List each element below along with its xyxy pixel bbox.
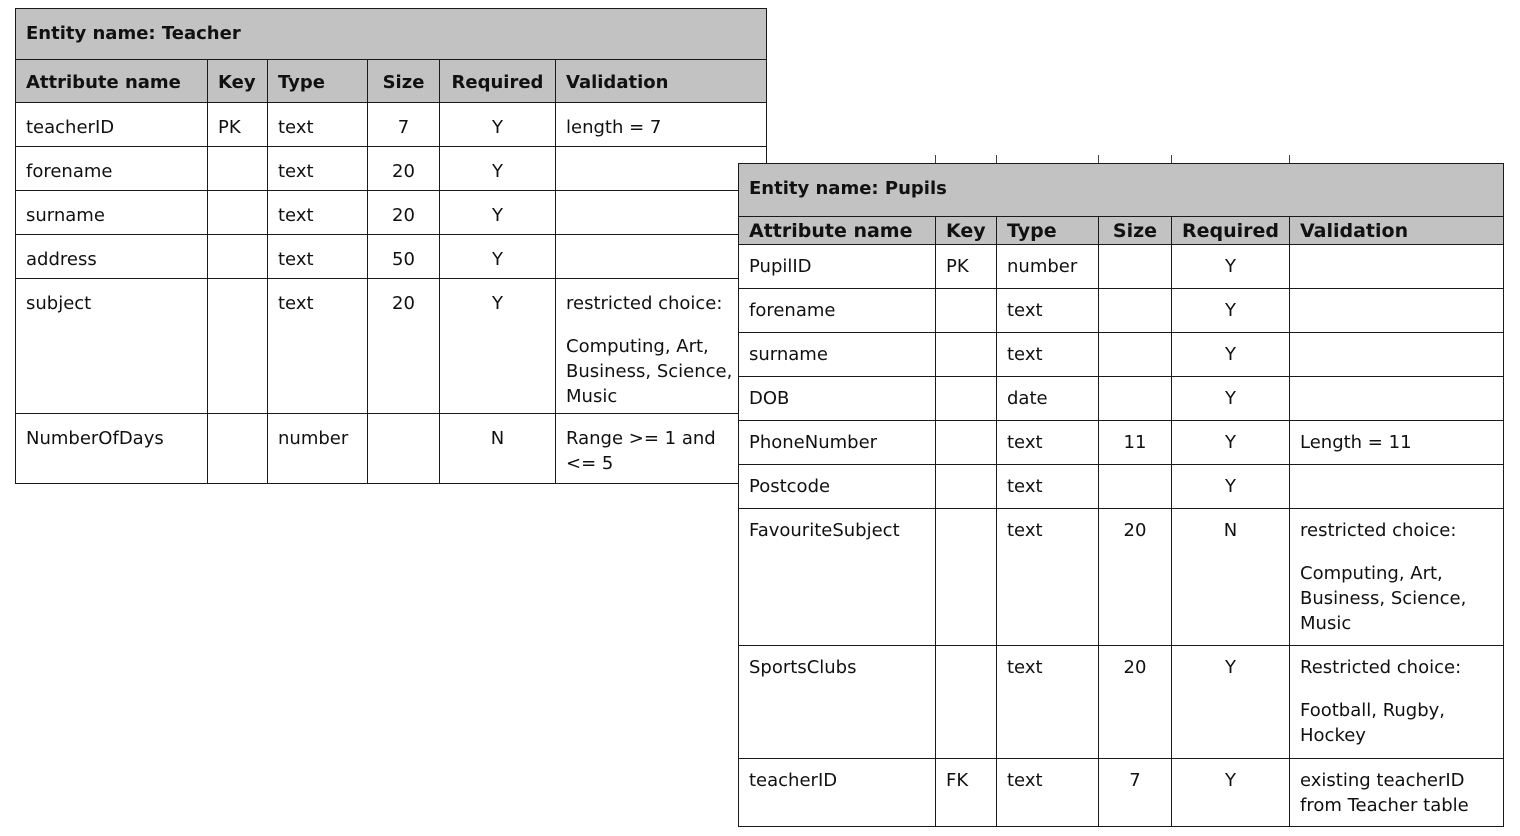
required-cell: Y bbox=[1172, 333, 1290, 377]
type-cell: text bbox=[268, 147, 368, 191]
key-cell bbox=[208, 279, 268, 414]
teacher-header-row bbox=[16, 60, 767, 103]
header-size: Size bbox=[368, 60, 440, 103]
table-row bbox=[739, 465, 1504, 509]
size-cell: 11 bbox=[1099, 421, 1172, 465]
validation-line: Business, Science, bbox=[566, 361, 733, 382]
key-cell bbox=[208, 147, 268, 191]
header-attribute-name: Attribute name bbox=[16, 60, 208, 103]
size-cell bbox=[1099, 289, 1172, 333]
validation-line: existing teacherID bbox=[1300, 770, 1465, 791]
attribute-name: surname bbox=[16, 191, 208, 235]
teacher-entity-name: Entity name: Teacher bbox=[16, 9, 767, 60]
validation-line: Hockey bbox=[1300, 725, 1366, 746]
size-cell bbox=[1099, 377, 1172, 421]
table-row bbox=[16, 414, 767, 484]
type-cell: text bbox=[997, 509, 1099, 646]
validation-cell bbox=[1290, 245, 1504, 289]
pupils-column-ticks bbox=[738, 155, 1503, 163]
type-cell: text bbox=[997, 289, 1099, 333]
validation-line: restricted choice: bbox=[1300, 520, 1457, 541]
validation-line: from Teacher table bbox=[1300, 795, 1469, 816]
key-cell bbox=[208, 235, 268, 279]
validation-line: Music bbox=[566, 386, 618, 407]
header-required: Required bbox=[1172, 217, 1290, 245]
table-row bbox=[16, 103, 767, 147]
attribute-name: teacherID bbox=[739, 759, 936, 827]
pupils-entity-name: Entity name: Pupils bbox=[739, 164, 1504, 217]
size-cell: 50 bbox=[368, 235, 440, 279]
type-cell: date bbox=[997, 377, 1099, 421]
header-type: Type bbox=[268, 60, 368, 103]
required-cell: Y bbox=[440, 103, 556, 147]
validation-cell bbox=[1290, 421, 1504, 465]
size-cell: 20 bbox=[1099, 646, 1172, 759]
column-tick bbox=[1098, 155, 1099, 163]
attribute-name: PupilID bbox=[739, 245, 936, 289]
column-tick bbox=[996, 155, 997, 163]
key-cell bbox=[208, 414, 268, 484]
size-cell: 20 bbox=[368, 191, 440, 235]
key-cell bbox=[936, 509, 997, 646]
table-row bbox=[739, 377, 1504, 421]
type-cell: text bbox=[268, 103, 368, 147]
size-cell: 20 bbox=[1099, 509, 1172, 646]
validation-line: restricted choice: bbox=[566, 293, 723, 314]
required-cell: Y bbox=[440, 191, 556, 235]
attribute-name: NumberOfDays bbox=[16, 414, 208, 484]
type-cell: number bbox=[997, 245, 1099, 289]
column-tick bbox=[1171, 155, 1172, 163]
validation-cell bbox=[1290, 465, 1504, 509]
required-cell: Y bbox=[1172, 465, 1290, 509]
size-cell: 7 bbox=[1099, 759, 1172, 827]
type-cell: text bbox=[997, 333, 1099, 377]
type-cell: text bbox=[268, 279, 368, 414]
key-cell: PK bbox=[936, 245, 997, 289]
table-row bbox=[16, 235, 767, 279]
validation-cell bbox=[556, 279, 767, 414]
type-cell: text bbox=[268, 235, 368, 279]
table-row bbox=[16, 279, 767, 414]
attribute-name: surname bbox=[739, 333, 936, 377]
validation-line: Restricted choice: bbox=[1300, 657, 1462, 678]
attribute-name: forename bbox=[16, 147, 208, 191]
validation-cell bbox=[556, 191, 767, 235]
type-cell: text bbox=[997, 646, 1099, 759]
required-cell: Y bbox=[1172, 289, 1290, 333]
header-key: Key bbox=[936, 217, 997, 245]
required-cell: N bbox=[440, 414, 556, 484]
pupils-header-row bbox=[739, 217, 1504, 245]
validation-cell bbox=[556, 147, 767, 191]
column-tick bbox=[1289, 155, 1290, 163]
attribute-name: address bbox=[16, 235, 208, 279]
size-cell: 7 bbox=[368, 103, 440, 147]
size-cell bbox=[368, 414, 440, 484]
validation-cell bbox=[556, 235, 767, 279]
validation-line: Length = 11 bbox=[1300, 432, 1412, 453]
type-cell: text bbox=[268, 191, 368, 235]
validation-line: Computing, Art, bbox=[1300, 563, 1443, 584]
attribute-name: PhoneNumber bbox=[739, 421, 936, 465]
validation-cell bbox=[1290, 646, 1504, 759]
teacher-entity-table bbox=[15, 8, 767, 484]
required-cell: Y bbox=[440, 147, 556, 191]
validation-cell bbox=[1290, 377, 1504, 421]
validation-cell bbox=[556, 103, 767, 147]
validation-line: <= 5 bbox=[566, 453, 614, 474]
attribute-name: forename bbox=[739, 289, 936, 333]
table-row bbox=[739, 646, 1504, 759]
validation-line: Music bbox=[1300, 613, 1352, 634]
table-row bbox=[739, 509, 1504, 646]
size-cell bbox=[1099, 245, 1172, 289]
header-size: Size bbox=[1099, 217, 1172, 245]
validation-cell bbox=[1290, 333, 1504, 377]
validation-line: length = 7 bbox=[566, 117, 662, 138]
key-cell bbox=[208, 191, 268, 235]
attribute-name: subject bbox=[16, 279, 208, 414]
validation-cell bbox=[1290, 509, 1504, 646]
key-cell bbox=[936, 289, 997, 333]
type-cell: text bbox=[997, 759, 1099, 827]
key-cell bbox=[936, 421, 997, 465]
attribute-name: SportsClubs bbox=[739, 646, 936, 759]
validation-cell bbox=[556, 414, 767, 484]
table-row bbox=[739, 759, 1504, 827]
pupils-entity-table bbox=[738, 163, 1504, 827]
required-cell: Y bbox=[1172, 759, 1290, 827]
table-row bbox=[739, 421, 1504, 465]
attribute-name: teacherID bbox=[16, 103, 208, 147]
key-cell bbox=[936, 646, 997, 759]
validation-line: Business, Science, bbox=[1300, 588, 1467, 609]
attribute-name: FavouriteSubject bbox=[739, 509, 936, 646]
required-cell: Y bbox=[1172, 245, 1290, 289]
size-cell: 20 bbox=[368, 279, 440, 414]
size-cell: 20 bbox=[368, 147, 440, 191]
validation-cell bbox=[1290, 759, 1504, 827]
required-cell: Y bbox=[1172, 421, 1290, 465]
type-cell: text bbox=[997, 465, 1099, 509]
header-attribute-name: Attribute name bbox=[739, 217, 936, 245]
required-cell: Y bbox=[1172, 646, 1290, 759]
key-cell bbox=[936, 333, 997, 377]
required-cell: Y bbox=[440, 279, 556, 414]
header-key: Key bbox=[208, 60, 268, 103]
table-row bbox=[739, 333, 1504, 377]
header-type: Type bbox=[997, 217, 1099, 245]
type-cell: number bbox=[268, 414, 368, 484]
table-row bbox=[739, 289, 1504, 333]
validation-line: Football, Rugby, bbox=[1300, 700, 1446, 721]
validation-line: Computing, Art, bbox=[566, 336, 709, 357]
required-cell: N bbox=[1172, 509, 1290, 646]
size-cell bbox=[1099, 333, 1172, 377]
required-cell: Y bbox=[1172, 377, 1290, 421]
type-cell: text bbox=[997, 421, 1099, 465]
key-cell bbox=[936, 377, 997, 421]
required-cell: Y bbox=[440, 235, 556, 279]
header-validation: Validation bbox=[1290, 217, 1504, 245]
validation-line: Range >= 1 and bbox=[566, 428, 716, 449]
header-validation: Validation bbox=[556, 60, 767, 103]
column-tick bbox=[935, 155, 936, 163]
table-row bbox=[739, 245, 1504, 289]
size-cell bbox=[1099, 465, 1172, 509]
table-row bbox=[16, 147, 767, 191]
header-required: Required bbox=[440, 60, 556, 103]
attribute-name: Postcode bbox=[739, 465, 936, 509]
key-cell: FK bbox=[936, 759, 997, 827]
key-cell: PK bbox=[208, 103, 268, 147]
attribute-name: DOB bbox=[739, 377, 936, 421]
key-cell bbox=[936, 465, 997, 509]
table-row bbox=[16, 191, 767, 235]
validation-cell bbox=[1290, 289, 1504, 333]
